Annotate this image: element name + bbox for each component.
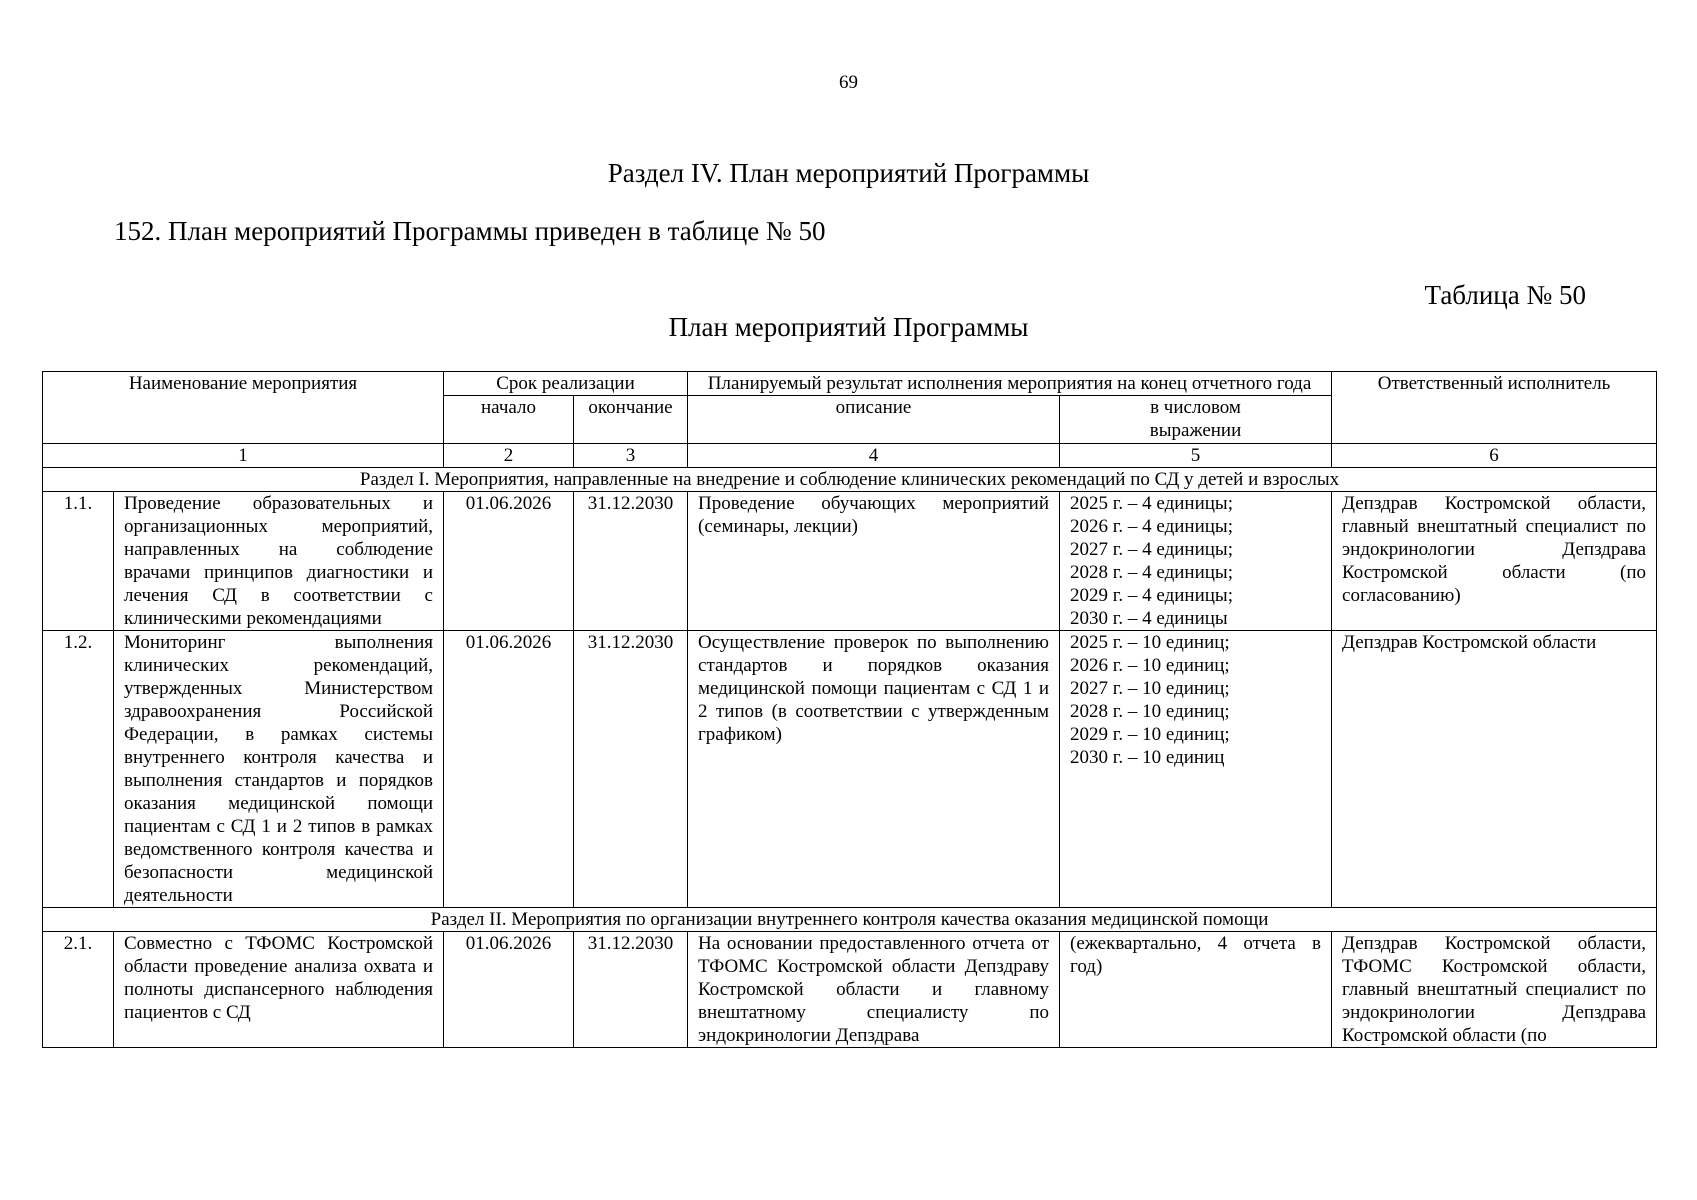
header-responsible: Ответственный исполнитель — [1332, 372, 1657, 444]
section-title: Раздел I. Мероприятия, направленные на внедрение и соблюдение клинических рекомендаций по СД у детей и взрослых — [43, 468, 1657, 492]
column-number: 3 — [574, 444, 688, 468]
column-number: 6 — [1332, 444, 1657, 468]
section-row — [43, 468, 1657, 492]
table-row — [43, 631, 1657, 908]
header-numeric: в числовом выражении — [1060, 396, 1332, 444]
header-description: описание — [688, 396, 1060, 444]
numeric-line: 2025 г. – 10 единиц; — [1070, 632, 1230, 653]
table-number: Таблица № 50 — [1424, 280, 1586, 310]
row-name: Проведение образовательных и организационных мероприятий, направленных на соблюдение врачами принципов диагностики и лечения СД в соответствии с клиническими рекомендациями — [114, 492, 444, 631]
row-start: 01.06.2026 — [444, 932, 574, 1048]
row-number: 1.1. — [43, 492, 114, 631]
numeric-line: 2026 г. – 10 единиц; — [1070, 655, 1230, 676]
column-number: 4 — [688, 444, 1060, 468]
numeric-line: 2030 г. – 4 единицы — [1070, 608, 1228, 629]
row-number: 2.1. — [43, 932, 114, 1048]
numeric-line: 2028 г. – 10 единиц; — [1070, 701, 1230, 722]
row-end: 31.12.2030 — [574, 492, 688, 631]
numeric-line: 2027 г. – 4 единицы; — [1070, 539, 1233, 560]
column-number: 5 — [1060, 444, 1332, 468]
row-description: Проведение обучающих мероприятий (семинары, лекции) — [688, 492, 1060, 631]
row-name: Мониторинг выполнения клинических рекомендаций, утвержденных Министерством здравоохранения Российской Федерации, в рамках системы внутреннего контроля качества и выполнения стандартов и порядков оказания медицинской помощи пациентам с СД 1 и 2 типов в рамках ведомственного контроля качества и безопасности медицинской деятельности — [114, 631, 444, 908]
column-number: 1 — [43, 444, 444, 468]
row-numeric: (ежеквартально, 4 отчета в год) — [1060, 932, 1332, 1048]
section-heading: Раздел IV. План мероприятий Программы — [607, 158, 1090, 188]
page-number: 69 — [839, 72, 858, 93]
row-description: На основании предоставленного отчета от ТФОМС Костромской области Депздраву Костромской области и главному внештатному специалисту по эндокринологии Депздрава — [688, 932, 1060, 1048]
row-end: 31.12.2030 — [574, 932, 688, 1048]
header-period: Срок реализации — [444, 372, 688, 396]
section-title: Раздел II. Мероприятия по организации внутреннего контроля качества оказания медицинской помощи — [43, 908, 1657, 932]
row-numeric — [1060, 631, 1332, 908]
header-end: окончание — [574, 396, 688, 444]
table-title: План мероприятий Программы — [668, 312, 1029, 342]
section-row — [43, 908, 1657, 932]
column-number: 2 — [444, 444, 574, 468]
plan-table — [42, 371, 1657, 1048]
numeric-line: 2029 г. – 4 единицы; — [1070, 585, 1233, 606]
row-name: Совместно с ТФОМС Костромской области проведение анализа охвата и полноты диспансерного наблюдения пациентов с СД — [114, 932, 444, 1048]
header-start: начало — [444, 396, 574, 444]
row-start: 01.06.2026 — [444, 631, 574, 908]
column-numbers-row — [43, 444, 1657, 468]
row-start: 01.06.2026 — [444, 492, 574, 631]
numeric-line: 2026 г. – 4 единицы; — [1070, 516, 1233, 537]
table-row — [43, 492, 1657, 631]
numeric-line: 2028 г. – 4 единицы; — [1070, 562, 1233, 583]
numeric-line: 2030 г. – 10 единиц — [1070, 747, 1225, 768]
row-end: 31.12.2030 — [574, 631, 688, 908]
row-numeric — [1060, 492, 1332, 631]
row-responsible: Депздрав Костромской области — [1332, 631, 1657, 908]
numeric-line: 2025 г. – 4 единицы; — [1070, 493, 1233, 514]
paragraph-152: 152. План мероприятий Программы приведен в таблице № 50 — [114, 216, 826, 246]
row-number: 1.2. — [43, 631, 114, 908]
table-row — [43, 932, 1657, 1048]
header-row-1 — [43, 372, 1657, 396]
header-result: Планируемый результат исполнения мероприятия на конец отчетного года — [688, 372, 1332, 396]
header-name: Наименование мероприятия — [43, 372, 444, 444]
numeric-line: 2029 г. – 10 единиц; — [1070, 724, 1230, 745]
row-responsible: Депздрав Костромской области, главный внештатный специалист по эндокринологии Депздрава Костромской области (по согласованию) — [1332, 492, 1657, 631]
row-responsible: Депздрав Костромской области, ТФОМС Костромской области, главный внештатный специалист по эндокринологии Депздрава Костромской области (по — [1332, 932, 1657, 1048]
numeric-line: 2027 г. – 10 единиц; — [1070, 678, 1230, 699]
row-description: Осуществление проверок по выполнению стандартов и порядков оказания медицинской помощи пациентам с СД 1 и 2 типов (в соответствии с утвержденным графиком) — [688, 631, 1060, 908]
